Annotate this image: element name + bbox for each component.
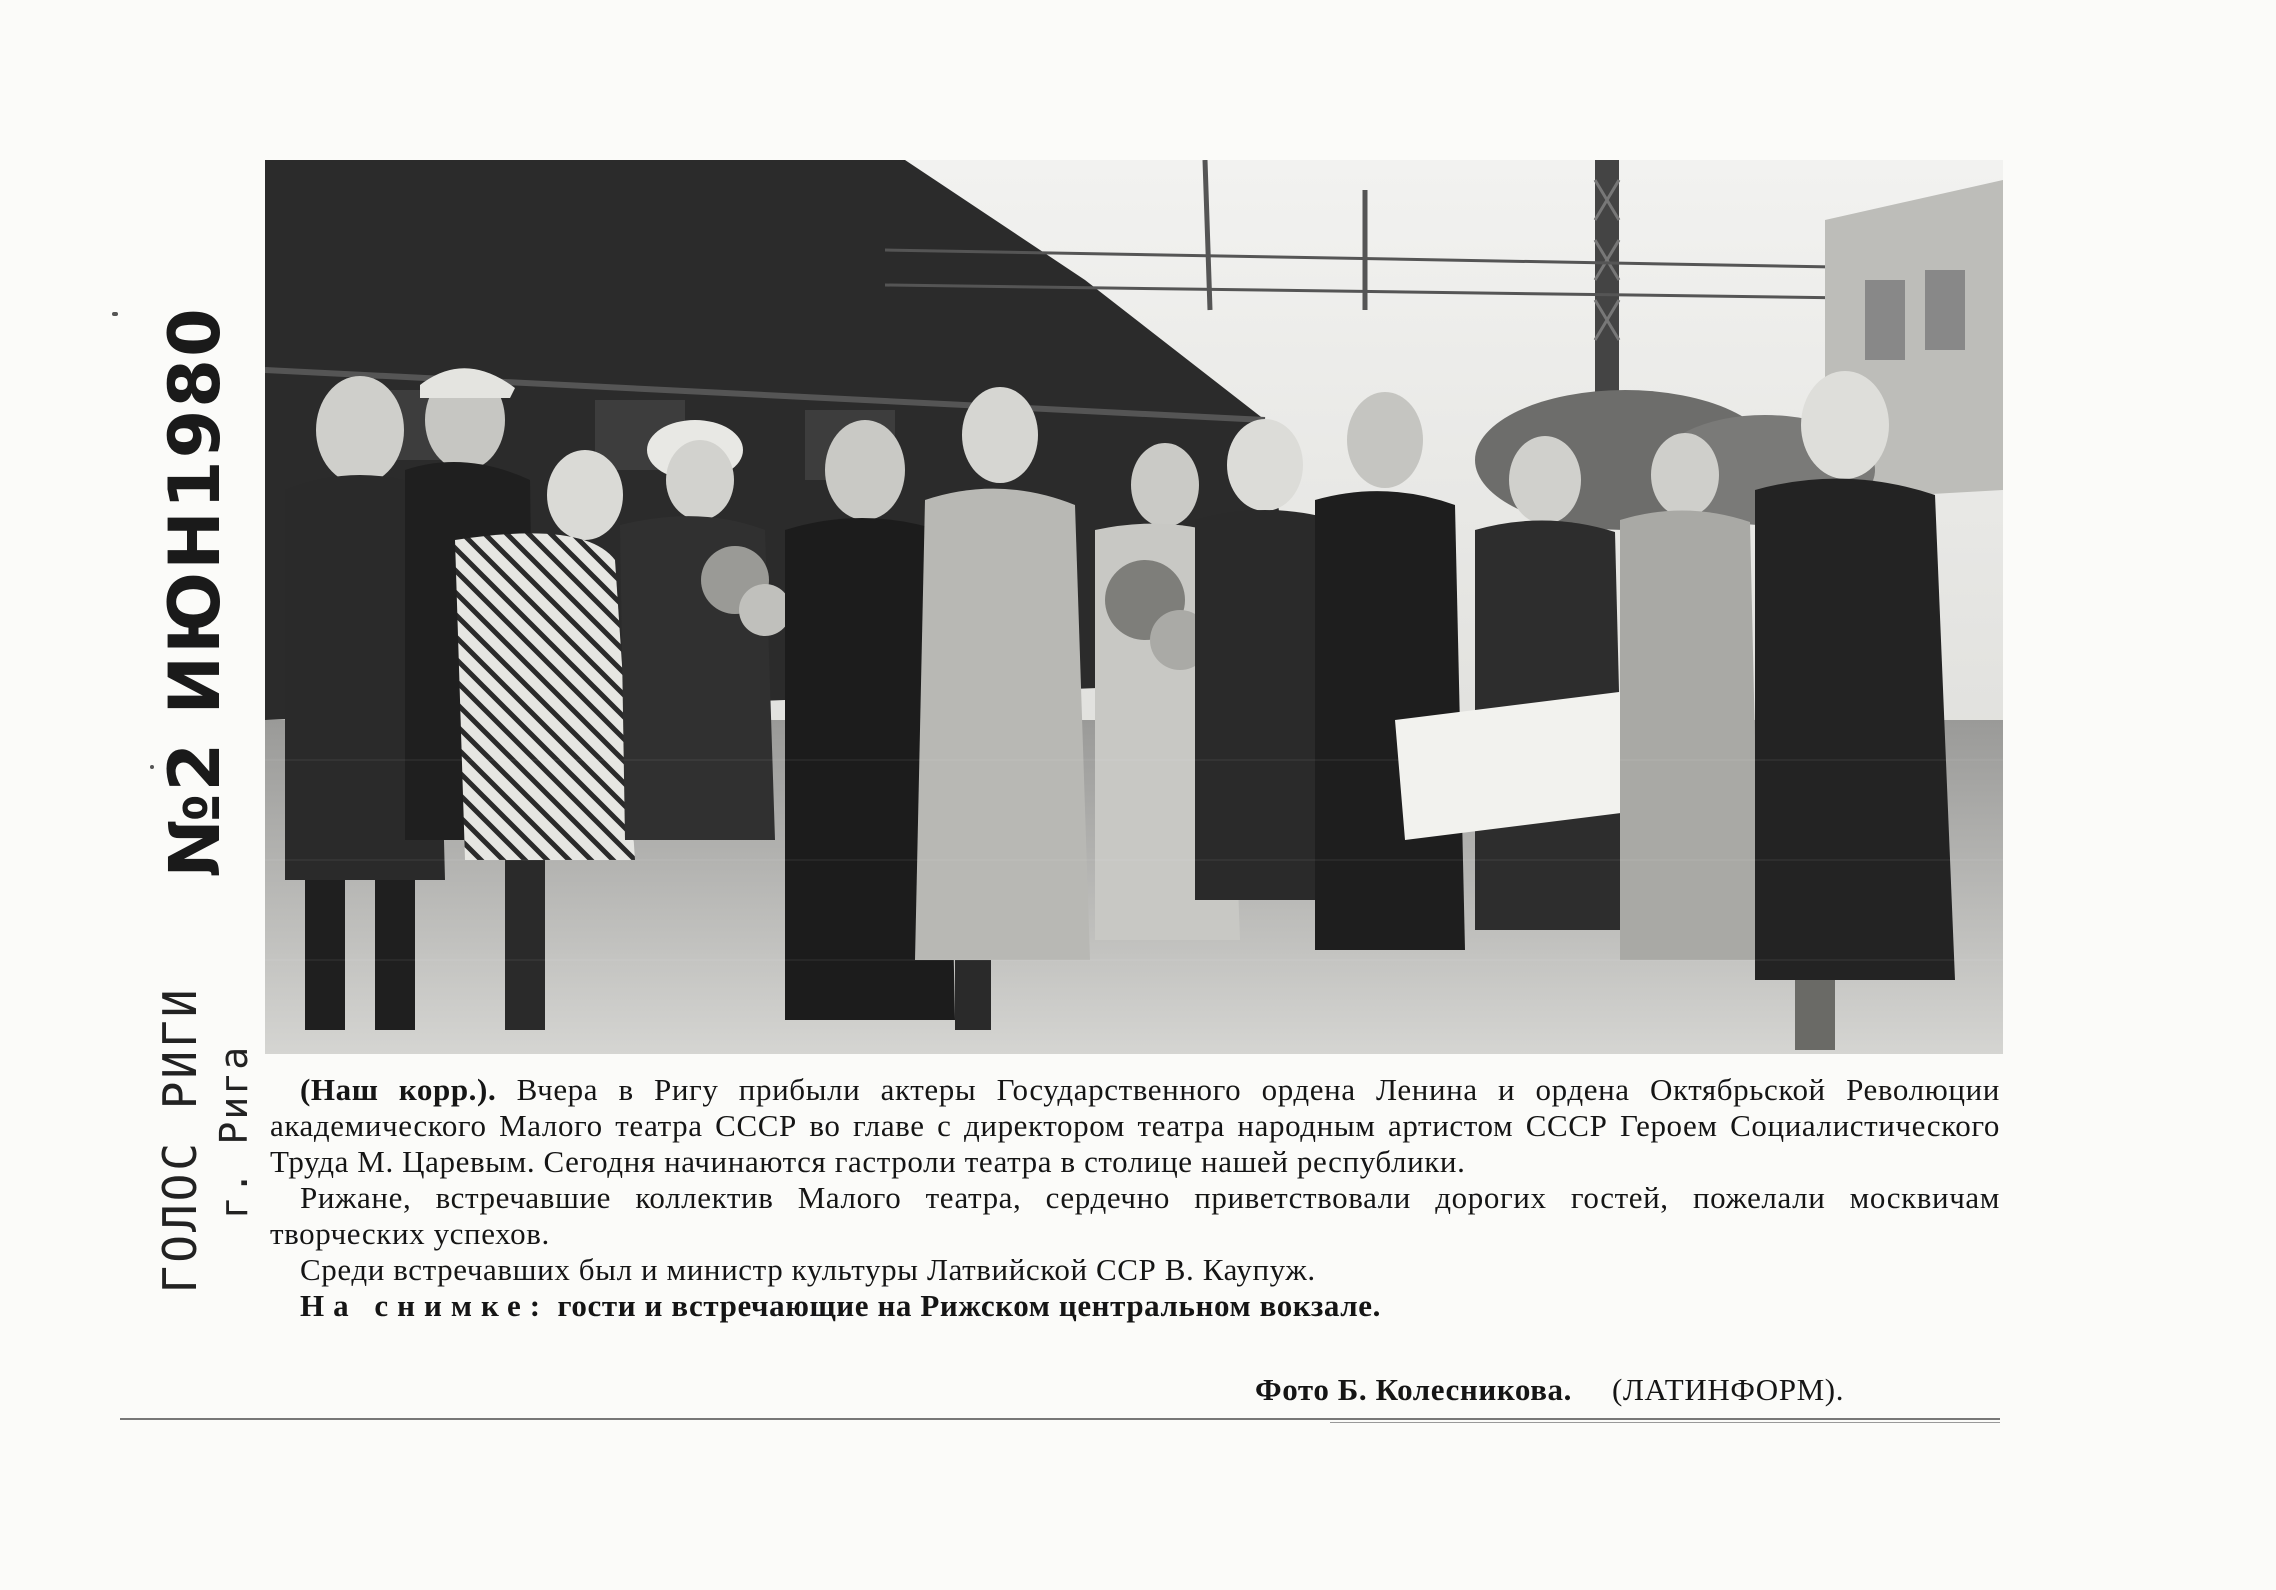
newspaper-name-stamp: ГОЛОС РИГИ: [153, 986, 207, 1294]
article-paragraph-2: Рижане, встречавшие коллектив Малого театра, сердечно приветствовали дорогих гостей, пожелали москвичам творческих успехов.: [270, 1180, 2000, 1251]
article-paragraph-1: [270, 1072, 2000, 1180]
news-agency: (ЛАТИНФОРМ).: [1612, 1372, 1845, 1407]
clipping-rule: [120, 1418, 2000, 1420]
news-photograph: [265, 160, 2003, 1054]
article-text: [270, 1072, 2000, 1324]
paper-speck: [112, 312, 118, 316]
byline: (Наш корр.).: [300, 1072, 497, 1107]
paper-speck: [150, 765, 154, 769]
archive-date-stamp: №2 ИЮН1980: [154, 306, 236, 878]
article-paragraph-3: Среди встречавших был и министр культуры Латвийской ССР В. Каупуж.: [300, 1252, 1316, 1287]
clipping-rule-secondary: [1330, 1422, 2000, 1423]
photo-label: На снимке:: [300, 1288, 550, 1323]
paragraph-1-text: Вчера в Ригу прибыли актеры Государственного ордена Ленина и ордена Октябрьской Революции академического Малого театра СССР во главе с директором театра народным артистом СССР Героем Социалистического Труда М. Царевым. Сегодня начинаются гастроли театра в столице нашей республики.: [270, 1072, 2000, 1179]
photo-credit-line: [1255, 1372, 1844, 1408]
photo-caption-line: [270, 1288, 2000, 1324]
photo-credit: Фото Б. Колесникова.: [1255, 1372, 1572, 1407]
city-stamp: г. Рига: [212, 1044, 256, 1220]
photo-caption: гости и встречающие на Рижском центральном вокзале.: [557, 1288, 1381, 1323]
